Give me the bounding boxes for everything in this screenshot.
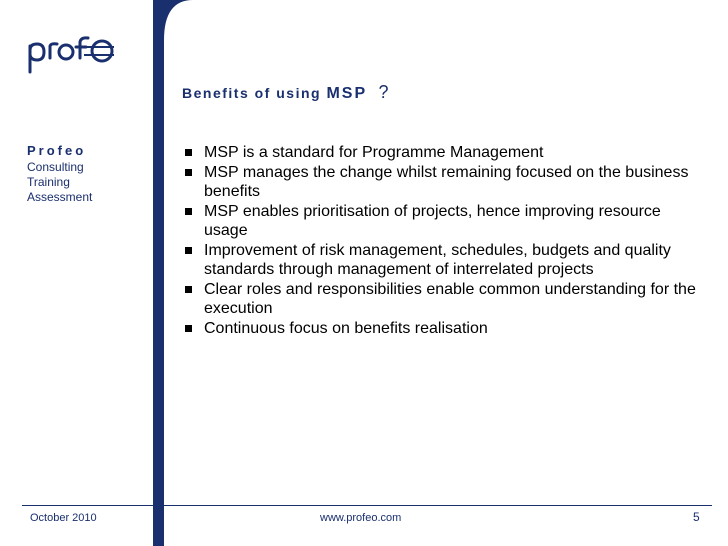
bullet-item [182, 143, 702, 163]
bullet-text: Continuous focus on benefits realisation [204, 319, 488, 337]
bullet-square-icon [185, 169, 192, 176]
tagline-consulting: Consulting [27, 160, 84, 174]
tagline-assessment: Assessment [27, 190, 93, 204]
title-main: Benefits of using [182, 85, 322, 101]
bullet-text: Clear roles and responsibilities enable common understanding for the execution [204, 280, 696, 317]
bullet-square-icon [185, 286, 192, 293]
title-bold: MSP [326, 85, 368, 102]
bullet-square-icon [185, 149, 192, 156]
bullet-item [182, 241, 702, 280]
footer-date: October 2010 [30, 512, 97, 524]
bullet-square-icon [185, 325, 192, 332]
bullet-item [182, 280, 702, 319]
profeo-logo [22, 28, 122, 78]
title-suffix: ? [378, 82, 389, 102]
bullet-list [182, 143, 702, 338]
bullet-square-icon [185, 247, 192, 254]
bullet-text: Improvement of risk management, schedules, budgets and quality standards through management of interrelated projects [204, 241, 671, 278]
footer-divider [22, 505, 712, 506]
page-number: 5 [693, 510, 700, 524]
company-tagline [27, 160, 92, 205]
tagline-training: Training [27, 175, 70, 189]
bullet-text: MSP manages the change whilst remaining focused on the business benefits [204, 163, 689, 200]
slide-title [182, 82, 389, 103]
corner-curve [153, 0, 193, 40]
footer-url[interactable]: www.profeo.com [320, 512, 402, 524]
bullet-square-icon [185, 208, 192, 215]
company-name: Profeo [27, 143, 87, 158]
bullet-item [182, 202, 702, 241]
bullet-text: MSP enables prioritisation of projects, hence improving resource usage [204, 202, 661, 239]
bullet-text: MSP is a standard for Programme Management [204, 144, 544, 161]
vertical-divider [153, 0, 164, 546]
bullet-item [182, 163, 702, 202]
bullet-item [182, 319, 702, 339]
